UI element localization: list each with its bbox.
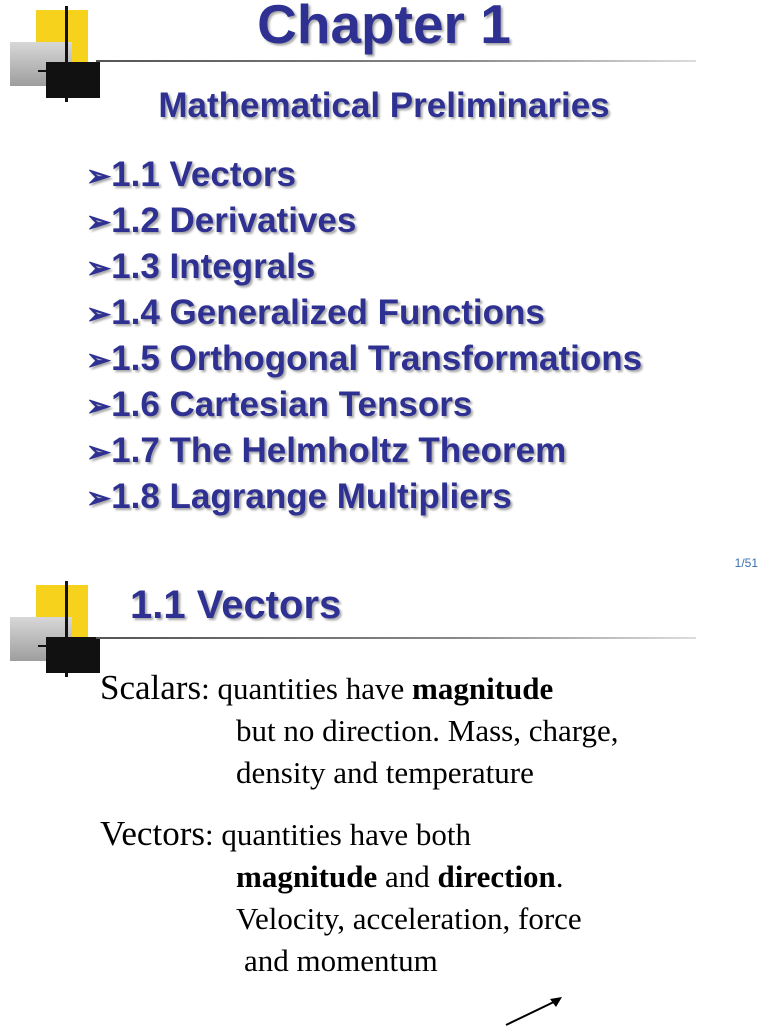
slide-2 (0, 555, 768, 1024)
arrow-right-icon: ➢ (86, 206, 112, 239)
toc-item: ➢1.7 The Helmholtz Theorem (86, 431, 567, 470)
arrow-right-icon: ➢ (86, 436, 112, 469)
section-title: 1.1 Vectors (130, 583, 342, 627)
title-rule (96, 60, 696, 62)
arrow-right-icon: ➢ (86, 252, 112, 285)
table-of-contents (86, 152, 642, 520)
chapter-title: Chapter 1 (257, 0, 511, 55)
toc-item: ➢1.1 Vectors (86, 155, 296, 194)
scalars-term: Scalars (100, 668, 202, 707)
arrow-right-icon: ➢ (86, 390, 112, 423)
toc-item: ➢1.8 Lagrange Multipliers (86, 477, 512, 516)
vectors-definition: Vectors: quantities have both magnitude and direction. Velocity, acceleration, force and momentum (100, 814, 582, 978)
arrow-right-icon: ➢ (86, 160, 112, 193)
arrow-right-icon: ➢ (86, 344, 112, 377)
vector-arrow-icon (500, 993, 570, 1027)
corner-logo (0, 585, 110, 675)
title-rule (96, 637, 696, 639)
vectors-term: Vectors (100, 814, 205, 853)
chapter-subtitle: Mathematical Preliminaries (158, 86, 610, 125)
toc-item: ➢1.5 Orthogonal Transformations (86, 339, 643, 378)
page-number: 1/51 (734, 556, 758, 570)
toc-item: ➢1.4 Generalized Functions (86, 293, 545, 332)
toc-item: ➢1.3 Integrals (86, 247, 316, 286)
scalars-definition: Scalars: quantities have magnitude but no direction. Mass, charge, density and temperature (100, 668, 619, 790)
arrow-right-icon: ➢ (86, 298, 112, 331)
toc-item: ➢1.2 Derivatives (86, 201, 357, 240)
arrow-right-icon: ➢ (86, 482, 112, 515)
toc-item: ➢1.6 Cartesian Tensors (86, 385, 473, 424)
